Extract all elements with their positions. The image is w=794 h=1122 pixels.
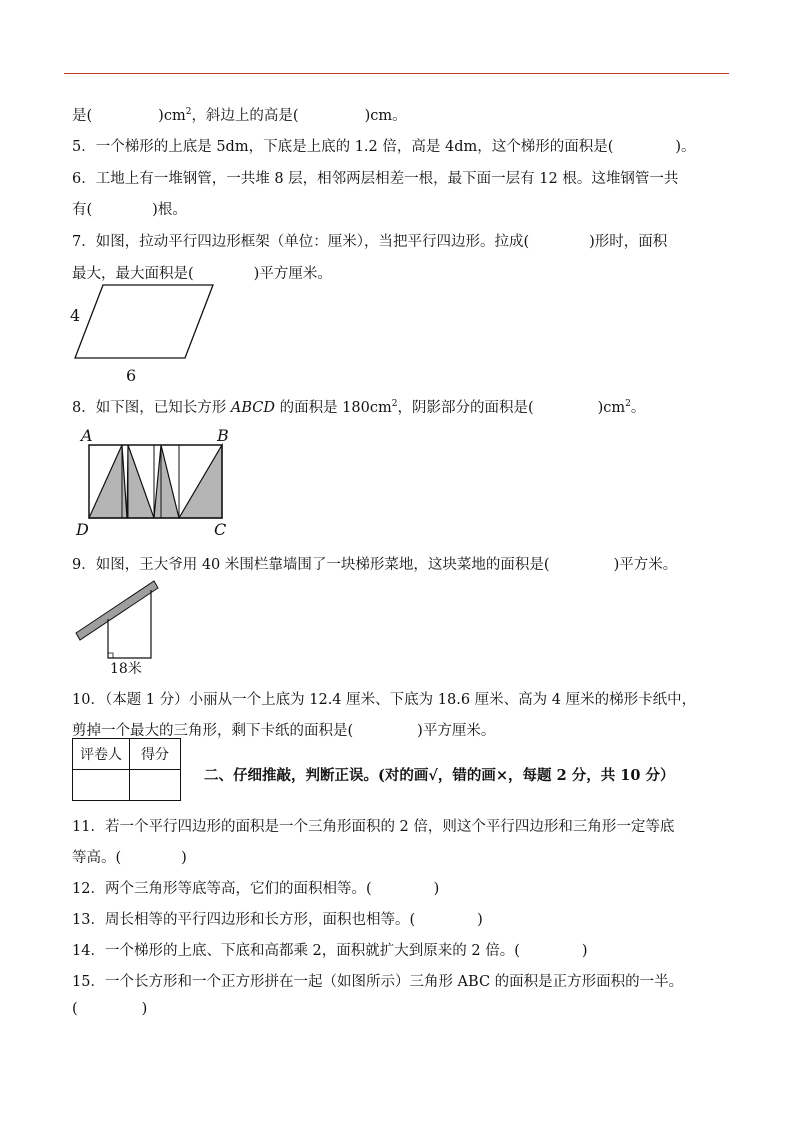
question-15-line-2: ( ) <box>72 1001 148 1017</box>
vertex-label-c: C <box>214 520 227 539</box>
question-7-line-1: 7．如图，拉动平行四边形框架（单位：厘米），当把平行四边形。拉成( )形时，面积 <box>72 234 668 250</box>
shaded-triangle-4 <box>179 445 222 518</box>
section-2-title: 二、仔细推敲，判断正误。(对的画√，错的画×，每题 2 分，共 10 分） <box>204 767 675 784</box>
question-7-line-2: 最大，最大面积是( )平方厘米。 <box>72 266 332 282</box>
shaded-triangle-1 <box>89 445 127 518</box>
score-cell[interactable] <box>130 770 181 801</box>
question-10-line-2: 剪掉一个最大的三角形，剩下卡纸的面积是( )平方厘米。 <box>72 723 496 739</box>
score-table <box>72 738 181 801</box>
question-6-line-1: 6．工地上有一堆钢管，一共堆 8 层，相邻两层相差一根，最下面一层有 12 根。这堆钢管一共 <box>72 171 679 187</box>
rectangle-abcd-figure <box>72 425 242 543</box>
parallelogram-figure <box>66 280 226 388</box>
wall-shape <box>76 581 158 640</box>
vertex-label-a: A <box>81 426 93 445</box>
question-15-line-1: 15．一个长方形和一个正方形拼在一起（如图所示）三角形 ABC 的面积是正方形面积的一半。 <box>72 974 684 990</box>
shaded-triangle-3 <box>154 445 179 518</box>
question-12: 12．两个三角形等底等高，它们的面积相等。( ) <box>72 881 440 897</box>
header-rule <box>64 73 729 74</box>
reviewer-header: 评卷人 <box>73 739 130 770</box>
right-angle-mark <box>108 653 113 658</box>
trapezoid-garden-figure <box>72 578 172 678</box>
parallelogram-shape <box>75 285 213 358</box>
reviewer-cell[interactable] <box>73 770 130 801</box>
parallelogram-base-label: 6 <box>126 366 137 385</box>
parallelogram-side-label: 4 <box>70 306 81 325</box>
question-11-line-2: 等高。( ) <box>72 850 187 866</box>
question-8: 8．如下图，已知长方形 ABCD 的面积是 $180cm^2$，阴影部分的面积是( )$cm^2$。 <box>72 399 646 416</box>
vertex-label-d: D <box>76 520 89 539</box>
vertex-label-b: B <box>217 426 229 445</box>
question-14: 14．一个梯形的上底、下底和高都乘 2，面积就扩大到原来的 2 倍。( ) <box>72 943 588 959</box>
question-4-tail: 是( )$cm^2$，斜边上的高是( )cm。 <box>72 107 407 124</box>
question-13: 13．周长相等的平行四边形和长方形，面积也相等。( ) <box>72 912 483 928</box>
question-6-line-2: 有( )根。 <box>72 202 187 218</box>
question-10-line-1: 10．（本题 1 分）小丽从一个上底为 12.4 厘米、下底为 18.6 厘米、高为 4 厘米的梯形卡纸中， <box>72 692 697 708</box>
shaded-triangle-2 <box>127 445 154 518</box>
question-11-line-1: 11．若一个平行四边形的面积是一个三角形面积的 2 倍，则这个平行四边形和三角形一定等底 <box>72 819 675 835</box>
question-9: 9．如图，王大爷用 40 米围栏靠墙围了一块梯形菜地，这块菜地的面积是( )平方米。 <box>72 557 678 573</box>
question-5: 5．一个梯形的上底是 5dm，下底是上底的 1.2 倍，高是 4dm，这个梯形的面积是( )。 <box>72 139 696 155</box>
shaded-triangles <box>89 445 222 518</box>
garden-width-label: 18米 <box>110 661 142 677</box>
score-header: 得分 <box>130 739 181 770</box>
